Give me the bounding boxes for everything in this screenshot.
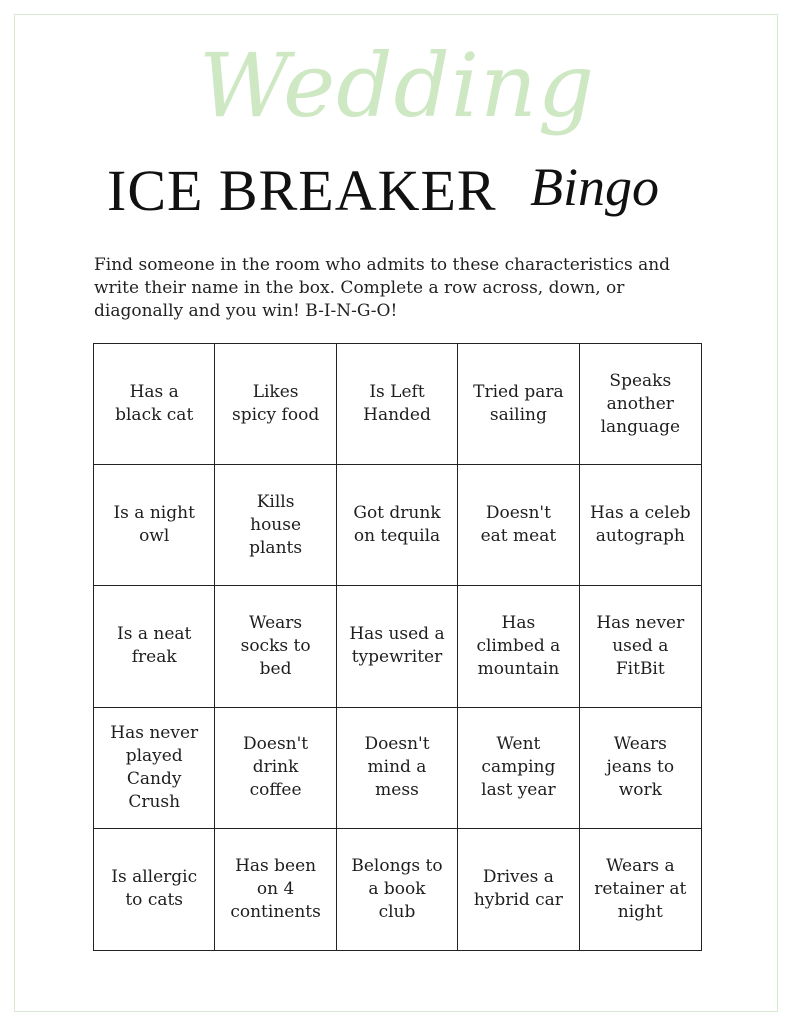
bingo-cell[interactable]: Drives a hybrid car [458,829,579,950]
bingo-cell[interactable]: Has a celeb autograph [580,465,701,586]
bingo-cell[interactable]: Wears socks to bed [215,586,336,707]
bingo-cell[interactable]: Tried para sailing [458,344,579,465]
bingo-cell[interactable]: Belongs to a book club [337,829,458,950]
bingo-cell[interactable]: Has used a typewriter [337,586,458,707]
bingo-cell[interactable]: Wears a retainer at night [594,855,687,922]
bingo-cell[interactable]: Is Left Handed [337,344,458,465]
bingo-cell[interactable]: Speaks another language [580,344,701,465]
bingo-cell[interactable]: Got drunk on tequila [337,465,458,586]
bingo-cell[interactable]: Likes spicy food [215,344,336,465]
bingo-cell[interactable]: Went camping last year [458,708,579,829]
bingo-cell[interactable]: Doesn't mind a mess [337,708,458,829]
bingo-cell[interactable]: Kills house plants [215,465,336,586]
bingo-cell[interactable]: Is a neat freak [94,586,215,707]
bingo-cell[interactable]: Is allergic to cats [94,829,215,950]
bingo-cell[interactable]: Has never played Candy Crush [94,708,215,829]
bingo-cell[interactable]: Has climbed a mountain [458,586,579,707]
instructions-text: Find someone in the room who admits to these characteristics and write their name in the box. Complete a row across, down, or diagonally and you win! B-I-N-G-O! [94,255,671,321]
bingo-title: Bingo [530,157,659,217]
script-title: Wedding [198,34,596,137]
bingo-cell[interactable]: Has a black cat [94,344,215,465]
bingo-cell[interactable]: Wears jeans to work [580,708,701,829]
bingo-cell[interactable]: Has never used a FitBit [580,586,701,707]
bingo-grid [93,343,702,951]
main-title: ICE BREAKER [107,158,497,223]
bingo-cell[interactable]: Has been on 4 continents [215,829,336,950]
bingo-cell[interactable]: Doesn't eat meat [458,465,579,586]
bingo-cell[interactable]: Doesn't drink coffee [215,708,336,829]
bingo-cell[interactable]: Is a night owl [94,465,215,586]
